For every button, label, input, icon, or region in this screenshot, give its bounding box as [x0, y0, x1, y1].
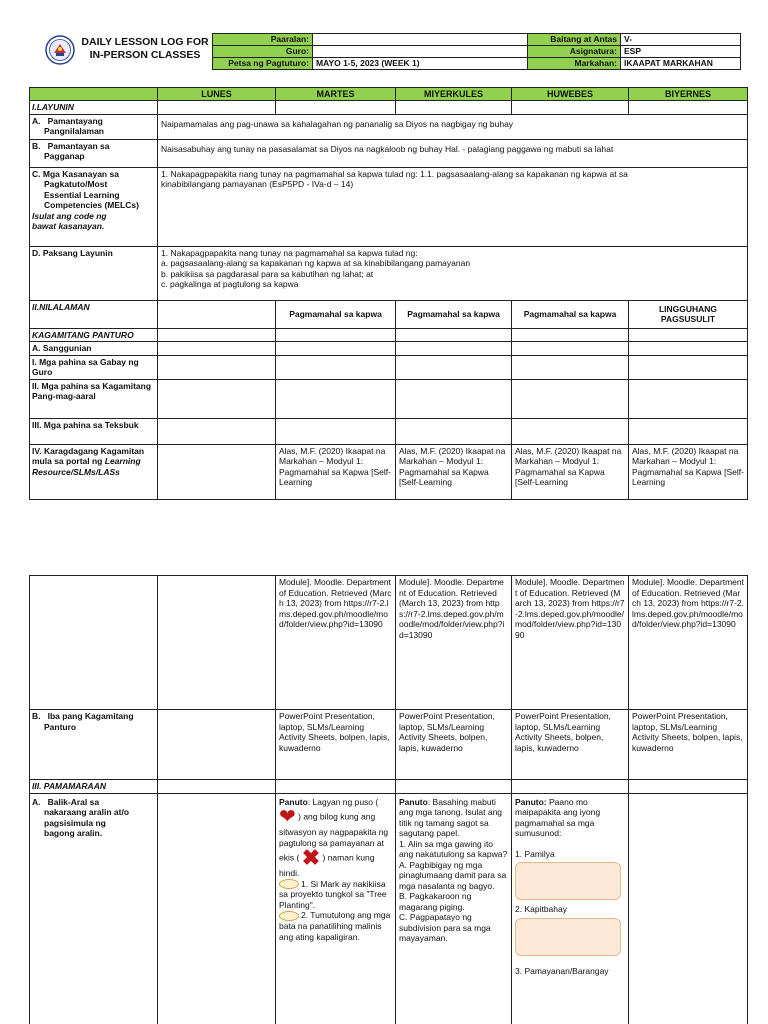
karagdagang-cont-biyernes: Module]. Moodle. Department of Education. Retrieved (March 13, 2023) from https://r7-2.lms.deped.gov.ph/moodle/mod/folder/view.php?id=13090: [629, 576, 748, 710]
answer-oval-icon: [279, 911, 299, 921]
deped-seal-logo: [45, 35, 75, 65]
date-value: MAYO 1-5, 2023 (WEEK 1): [313, 58, 528, 70]
iba-biyernes: PowerPoint Presentation, laptop, SLMs/Learning Activity Sheets, bolpen, lapis, kuwaderno: [629, 710, 748, 780]
label-iba-pang-kagamitan: B. Iba pang Kagamitang Panturo: [30, 710, 158, 780]
karagdagang-cont-martes: Module]. Moodle. Department of Education. Retrieved (March 13, 2023) from https://r7-2.lms.deped.gov.ph/moodle/mod/folder/view.php?id=13090: [276, 576, 396, 710]
label-melcs: C. Mga Kasanayan sa Pagkatuto/Most Essential Learning Competencies (MELCs) Isulat ang code ng bawat kasanayan.: [30, 167, 158, 246]
day-lunes: LUNES: [158, 88, 276, 101]
label-teksbuk: III. Mga pahina sa Teksbuk: [30, 418, 158, 444]
karagdagang-cont-huwebes: Module]. Moodle. Department of Education. Retrieved (March 13, 2023) from https://r7-2.lms.deped.gov.ph/moodle/mod/folder/view.php?id=13090: [512, 576, 629, 710]
day-biyernes: BIYERNES: [629, 88, 748, 101]
iba-huwebes: PowerPoint Presentation, laptop, SLMs/Learning Activity Sheets, bolpen, lapis, kuwaderno: [512, 710, 629, 780]
pamantayang-pangnilalaman-text: Naipamamalas ang pag-unawa sa kahalagahan ng pananalig sa Diyos na nagbigay ng buhay: [158, 114, 748, 139]
answer-box-pamilya: [515, 862, 621, 900]
lesson-log-table-continued: [29, 575, 748, 1024]
iba-martes: PowerPoint Presentation, laptop, SLMs/Learning Activity Sheets, bolpen, lapis, kuwaderno: [276, 710, 396, 780]
label-paksang-layunin: D. Paksang Layunin: [30, 246, 158, 300]
quarter-value: IKAAPAT MARKAHAN: [621, 58, 741, 70]
nilalaman-miyerkules: Pagmamahal sa kapwa: [396, 300, 512, 328]
answer-oval-icon: [279, 879, 299, 889]
label-balik-aral: A. Balik-Aral sa nakaraang aralin at/o pagsisimula ng bagong aralin.: [30, 793, 158, 1024]
date-label: Petsa ng Pagtuturo:: [213, 58, 313, 70]
karagdagang-cont-miyerkules: Module]. Moodle. Department of Education. Retrieved (March 13, 2023) from https://r7-2.lms.deped.gov.ph/moodle/mod/folder/view.php?id=13090: [396, 576, 512, 710]
nilalaman-huwebes: Pagmamahal sa kapwa: [512, 300, 629, 328]
label-kagamitang-pang-mag-aaral: II. Mga pahina sa Kagamitang Pang-mag-aaral: [30, 379, 158, 418]
karagdagang-miyerkules: Alas, M.F. (2020) Ikaapat na Markahan – Modyul 1: Pagmamahal sa Kapwa [Self-Learning: [396, 444, 512, 499]
title-line-1: DAILY LESSON LOG FOR: [81, 36, 209, 48]
heart-icon: ❤: [279, 806, 296, 828]
teacher-value: [313, 46, 528, 58]
section-layunin: I.LAYUNIN: [30, 101, 158, 115]
school-value: [313, 34, 528, 46]
balik-aral-huwebes: Panuto: Paano mo maipapakita ang iyong pagmamahal sa mga sumusunod: 1. Pamilya 2. Kapitbahay 3. Pamayanan/Barangay: [512, 793, 629, 1024]
label-sanggunian: A. Sanggunian: [30, 342, 158, 356]
karagdagang-martes: Alas, M.F. (2020) Ikaapat na Markahan – Modyul 1: Pagmamahal sa Kapwa [Self-Learning: [276, 444, 396, 499]
subject-value: ESP: [621, 46, 741, 58]
label-pamantayang-pangnilalaman: A. Pamantayang Pangnilalaman: [30, 114, 158, 139]
karagdagang-huwebes: Alas, M.F. (2020) Ikaapat na Markahan – Modyul 1: Pagmamahal sa Kapwa [Self-Learning: [512, 444, 629, 499]
lesson-log-table: [29, 87, 748, 500]
x-mark-icon: ✖: [301, 845, 321, 870]
school-label: Paaralan:: [213, 34, 313, 46]
melc-text: 1. Nakapagpapakita nang tunay na pagmamahal sa kapwa tulad ng: 1.1. pagsasaalang-alang sa kapakanan ng kapwa at sa kinabibilangang pamayanan (EsP5PD - IVa-d – 14): [158, 167, 748, 246]
day-header-row: [30, 88, 748, 101]
day-martes: MARTES: [276, 88, 396, 101]
grade-value: V-: [621, 34, 741, 46]
paksang-layunin-text: 1. Nakapagpapakita nang tunay na pagmamahal sa kapwa tulad ng: a. pagsasaalang-alang sa kapakanan ng kapwa at sa kinabibilangang pamayanan b. pakikiisa sa pagdarasal para sa kabutihan ng lahat; at c. pagkalinga at pagtulong sa kapwa: [158, 246, 748, 300]
lingguhang-pagsusulit: LINGGUHANG PAGSUSULIT: [629, 300, 748, 328]
nilalaman-martes: Pagmamahal sa kapwa: [276, 300, 396, 328]
day-miyerkules: MIYERKULES: [396, 88, 512, 101]
balik-aral-martes: Panuto: Lagyan ng puso ( ❤ ) ang bilog kung ang sitwasyon ay nagpapakita ng pagtulong sa pamayanan at ekis ( ✖ ) naman kung hindi. 1. Si Mark ay nakikiisa sa proyekto tungkol sa "Tree Planting". 2. Tumutulong ang mga bata na panatilihing malinis ang ating kapaligiran.: [276, 793, 396, 1024]
section-pamamaraan: III. PAMAMARAAN: [30, 780, 158, 794]
label-gabay-ng-guro: I. Mga pahina sa Gabay ng Guro: [30, 355, 158, 379]
answer-box-kapitbahay: [515, 918, 621, 956]
title-line-2: IN-PERSON CLASSES: [89, 49, 201, 61]
section-kagamitang-panturo: KAGAMITANG PANTURO: [30, 328, 158, 342]
iba-miyerkules: PowerPoint Presentation, laptop, SLMs/Learning Activity Sheets, bolpen, lapis, kuwaderno: [396, 710, 512, 780]
balik-aral-miyerkules: Panuto: Basahing mabuti ang mga tanong. Isulat ang titik ng tamang sagot sa sagutang papel. 1. Alin sa mga gawing ito ang nakatutulong sa kapwa? A. Pagbibigay ng mga pinaglumaang damit para sa mga nasalanta ng bagyo. B. Pagkakaroon ng magarang piging. C. Pagpapatayo ng subdivision para sa mga mayayaman.: [396, 793, 512, 1024]
pamantayan-pagganap-text: Naisasabuhay ang tunay na pasasalamat sa Diyos na nagkaloob ng buhay Hal. - palagiang paggawa ng mabuti sa lahat: [158, 139, 748, 167]
label-karagdagang-kagamitan: IV. Karagdagang Kagamitan mula sa portal ng Learning Resource/SLMs/LASs: [30, 444, 158, 499]
karagdagang-biyernes: Alas, M.F. (2020) Ikaapat na Markahan – Modyul 1: Pagmamahal sa Kapwa [Self-Learning: [629, 444, 748, 499]
teacher-label: Guro:: [213, 46, 313, 58]
header-info-table: [212, 33, 741, 70]
quarter-label: Markahan:: [528, 58, 621, 70]
label-pamantayan-pagganap: B. Pamantayan sa Pagganap: [30, 139, 158, 167]
document-title: [78, 36, 212, 62]
day-huwebes: HUWEBES: [512, 88, 629, 101]
grade-label: Baitang at Antas: [528, 34, 621, 46]
section-nilalaman: II.NILALAMAN: [30, 300, 158, 328]
subject-label: Asignatura:: [528, 46, 621, 58]
